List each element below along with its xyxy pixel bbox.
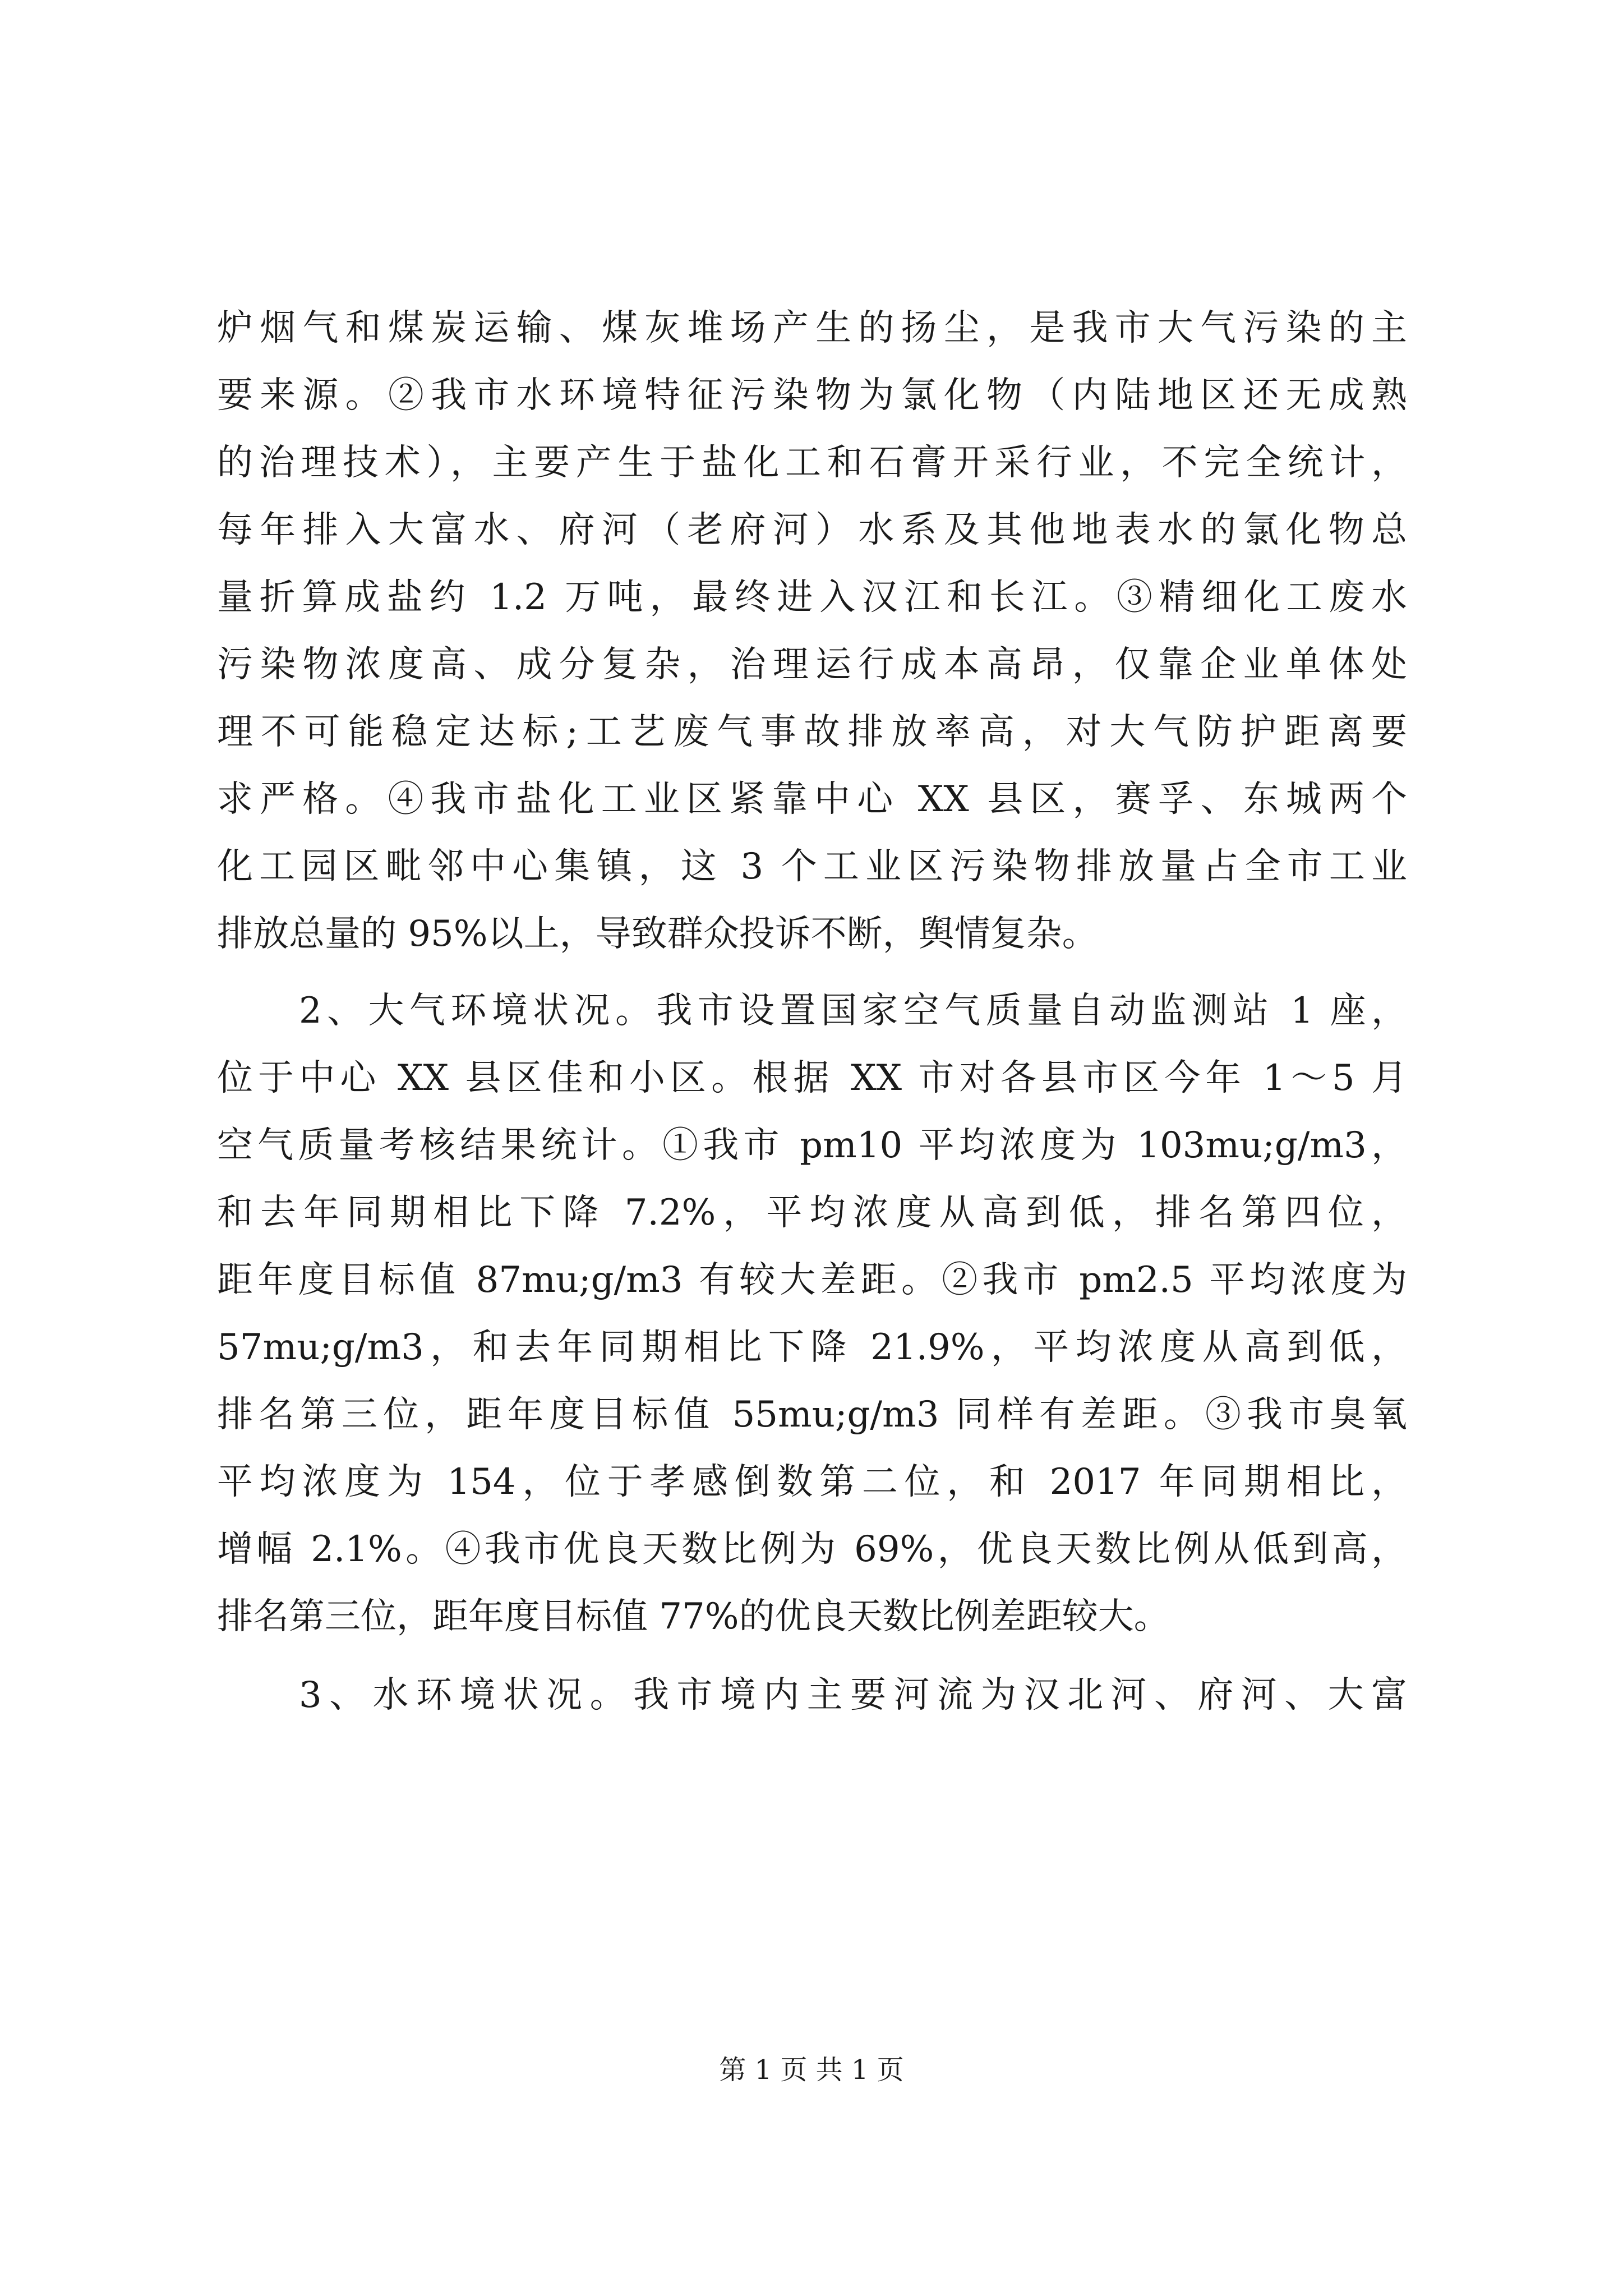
text-line (0, 359, 1623, 432)
text-line-content: 排名第三位，距年度目标值 55mu;g/m3 同样有差距。③我市臭氧 (217, 1394, 1407, 1435)
page-footer: 第 1 页 共 1 页 (719, 2054, 904, 2086)
text-line-content: 距年度目标值 87mu;g/m3 有较大差距。②我市 pm2.5 平均浓度为 (217, 1259, 1407, 1301)
text-line-content: 求严格。④我市盐化工业区紧靠中心 XX 县区，赛孚、东城两个 (217, 779, 1407, 820)
text-line-content: 位于中心 XX 县区佳和小区。根据 XX 市对各县市区今年 1～5 月 (217, 1057, 1407, 1099)
text-line (0, 1042, 1623, 1115)
text-line-content: 炉烟气和煤炭运输、煤灰堆场产生的扬尘，是我市大气污染的主 (217, 307, 1407, 349)
text-line (0, 426, 1623, 499)
text-line (0, 292, 1623, 365)
text-line (0, 763, 1623, 836)
text-line (0, 1446, 1623, 1519)
text-line (0, 974, 1623, 1047)
text-line-content: 要来源。②我市水环境特征污染物为氯化物（内陆地区还无成熟 (217, 375, 1407, 416)
text-line (0, 1580, 1623, 1653)
text-line-content: 排放总量的 95%以上，导致群众投诉不断，舆情复杂。 (217, 913, 1098, 955)
text-line (0, 561, 1623, 634)
text-line (0, 1244, 1623, 1317)
text-line (0, 1378, 1623, 1451)
text-line (0, 1659, 1623, 1732)
text-line-content: 增幅 2.1%。④我市优良天数比例为 69%，优良天数比例从低到高， (217, 1529, 1407, 1570)
text-line-content: 空气质量考核结果统计。①我市 pm10 平均浓度为 103mu;g/m3， (217, 1125, 1407, 1166)
text-line-content: 和去年同期相比下降 7.2%，平均浓度从高到低，排名第四位， (217, 1192, 1407, 1234)
text-line (0, 628, 1623, 701)
text-line (0, 830, 1623, 903)
text-line-content: 平均浓度为 154，位于孝感倒数第二位，和 2017 年同期相比， (217, 1461, 1407, 1503)
text-line-content: 量折算成盐约 1.2 万吨，最终进入汉江和长江。③精细化工废水 (217, 577, 1407, 618)
text-line-content: 57mu;g/m3，和去年同期相比下降 21.9%，平均浓度从高到低， (217, 1327, 1407, 1368)
text-line-content: 排名第三位，距年度目标值 77%的优良天数比例差距较大。 (217, 1596, 1170, 1637)
text-line-content: 每年排入大富水、府河（老府河）水系及其他地表水的氯化物总 (217, 509, 1407, 551)
text-line (0, 1176, 1623, 1249)
text-line-content: 污染物浓度高、成分复杂，治理运行成本高昂，仅靠企业单体处 (217, 644, 1407, 685)
text-line-content: 理不可能稳定达标;工艺废气事故排放率高，对大气防护距离要 (217, 711, 1407, 753)
text-line (0, 1311, 1623, 1384)
text-line (0, 1109, 1623, 1182)
text-line-content: 3、水环境状况。我市境内主要河流为汉北河、府河、大富 (299, 1674, 1407, 1716)
text-line (0, 1513, 1623, 1586)
text-line (0, 898, 1623, 970)
text-line (0, 494, 1623, 567)
text-line-content: 的治理技术），主要产生于盐化工和石膏开采行业，不完全统计， (217, 442, 1407, 484)
text-line-content: 2、大气环境状况。我市设置国家空气质量自动监测站 1 座， (299, 990, 1407, 1032)
text-line (0, 696, 1623, 769)
text-line-content: 化工园区毗邻中心集镇，这 3 个工业区污染物排放量占全市工业 (217, 846, 1407, 887)
